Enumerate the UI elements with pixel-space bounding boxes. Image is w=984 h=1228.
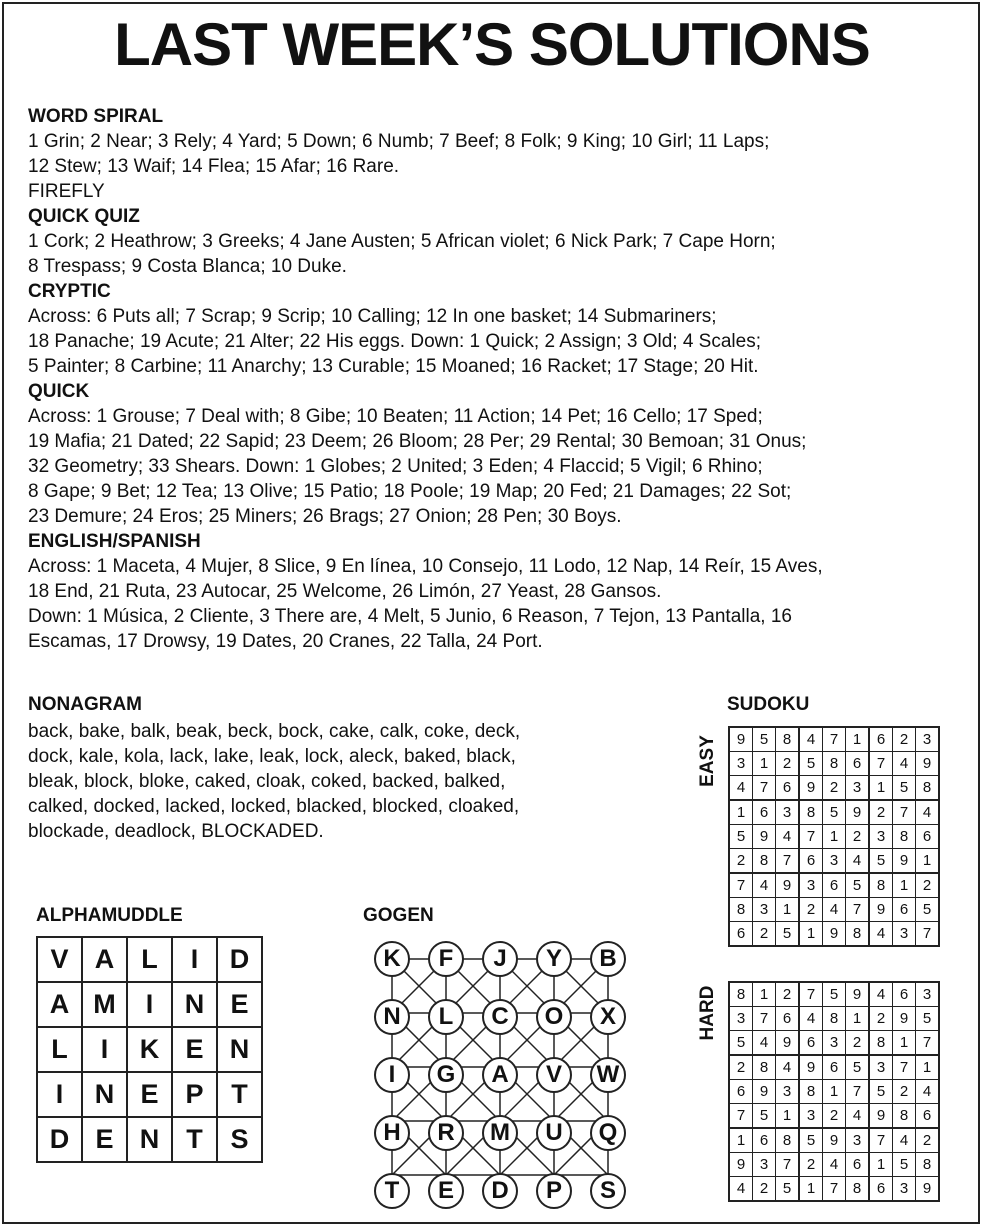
sudoku-cell: 8 (869, 1031, 893, 1056)
sudoku-row (729, 1031, 939, 1056)
alphamuddle-cell: T (217, 1072, 262, 1117)
alphamuddle-title: ALPHAMUDDLE (36, 905, 183, 926)
sudoku-cell: 4 (776, 1055, 800, 1080)
sudoku-cell: 3 (846, 776, 870, 801)
sudoku-cell: 9 (753, 1080, 776, 1104)
sudoku-cell: 5 (893, 1153, 916, 1177)
sudoku-cell: 2 (799, 898, 823, 922)
sudoku-row (729, 1104, 939, 1129)
gogen-letter: J (482, 941, 518, 977)
sudoku-cell: 2 (799, 1153, 823, 1177)
sudoku-cell: 8 (846, 922, 870, 947)
sudoku-cell: 1 (753, 982, 776, 1007)
sudoku-cell: 7 (893, 1055, 916, 1080)
gogen-letter: K (374, 941, 410, 977)
alphamuddle-cell: N (127, 1117, 172, 1162)
sudoku-cell: 7 (916, 1031, 940, 1056)
sudoku-cell: 7 (753, 776, 776, 801)
sudoku-cell: 5 (823, 982, 846, 1007)
sudoku-cell: 3 (869, 825, 893, 849)
english-spanish-line: Down: 1 Música, 2 Cliente, 3 There are, 4 Melt, 5 Junio, 6 Reason, 7 Tejon, 13 Pantalla, 16 (28, 606, 792, 627)
sudoku-cell: 2 (893, 727, 916, 752)
sudoku-hard-label: HARD (697, 985, 718, 1041)
sudoku-cell: 2 (893, 1080, 916, 1104)
alphamuddle-cell: V (37, 937, 82, 982)
sudoku-cell: 4 (776, 825, 800, 849)
sudoku-cell: 6 (893, 982, 916, 1007)
sudoku-cell: 3 (776, 800, 800, 825)
sudoku-row (729, 898, 939, 922)
sudoku-row (729, 982, 939, 1007)
cryptic-line: Across: 6 Puts all; 7 Scrap; 9 Scrip; 10 Calling; 12 In one basket; 14 Submariners; (28, 306, 717, 327)
alphamuddle-row (37, 937, 262, 982)
sudoku-cell: 3 (823, 1031, 846, 1056)
english-spanish-section (28, 529, 968, 654)
word-spiral-line: FIREFLY (28, 181, 105, 202)
alphamuddle-cell: I (82, 1027, 127, 1072)
sudoku-cell: 3 (846, 1128, 870, 1153)
sudoku-row (729, 727, 939, 752)
gogen-grid (370, 937, 626, 1217)
sudoku-cell: 7 (753, 1007, 776, 1031)
sudoku-cell: 6 (799, 849, 823, 874)
word-spiral-section (28, 104, 968, 204)
sudoku-cell: 9 (776, 1031, 800, 1056)
sudoku-cell: 4 (869, 922, 893, 947)
quick-line: Across: 1 Grouse; 7 Deal with; 8 Gibe; 10 Beaten; 11 Action; 14 Pet; 16 Cello; 17 Sped; (28, 406, 763, 427)
sudoku-row (729, 1055, 939, 1080)
sudoku-cell: 9 (753, 825, 776, 849)
sudoku-cell: 5 (823, 800, 846, 825)
gogen-letter: D (482, 1173, 518, 1209)
sudoku-cell: 1 (869, 776, 893, 801)
sudoku-cell: 4 (846, 849, 870, 874)
sudoku-cell: 4 (823, 1153, 846, 1177)
gogen-letter: B (590, 941, 626, 977)
gogen-letter: F (428, 941, 464, 977)
nonagram-line: bleak, block, bloke, caked, cloak, coked, backed, balked, (28, 771, 506, 792)
sudoku-cell: 2 (869, 800, 893, 825)
sudoku-cell: 1 (893, 873, 916, 898)
page-title: LAST WEEK’S SOLUTIONS (114, 11, 870, 78)
sudoku-cell: 3 (729, 1007, 753, 1031)
gogen-title: GOGEN (363, 905, 434, 926)
cryptic-line: 5 Painter; 8 Carbine; 11 Anarchy; 13 Curable; 15 Moaned; 16 Racket; 17 Stage; 20 Hit. (28, 356, 759, 377)
alphamuddle-cell: E (172, 1027, 217, 1072)
sudoku-cell: 8 (753, 849, 776, 874)
quick-line: 23 Demure; 24 Eros; 25 Miners; 26 Brags; 27 Onion; 28 Pen; 30 Boys. (28, 506, 622, 527)
sudoku-cell: 1 (729, 800, 753, 825)
quick-section (28, 379, 968, 529)
sudoku-cell: 3 (799, 873, 823, 898)
sudoku-cell: 6 (729, 1080, 753, 1104)
sudoku-row (729, 825, 939, 849)
sudoku-row (729, 800, 939, 825)
sudoku-row (729, 1080, 939, 1104)
sudoku-cell: 5 (869, 1080, 893, 1104)
alphamuddle-cell: D (217, 937, 262, 982)
sudoku-cell: 4 (753, 1031, 776, 1056)
gogen-letter: I (374, 1057, 410, 1093)
word-spiral-title: WORD SPIRAL (28, 106, 164, 127)
sudoku-cell: 1 (869, 1153, 893, 1177)
sudoku-hard-grid (728, 981, 940, 1202)
nonagram-words (28, 719, 638, 844)
sudoku-cell: 2 (916, 1128, 940, 1153)
sudoku-cell: 2 (776, 752, 800, 776)
gogen-letter: S (590, 1173, 626, 1209)
sudoku-cell: 1 (799, 922, 823, 947)
quick-line: 32 Geometry; 33 Shears. Down: 1 Globes; 2 United; 3 Eden; 4 Flaccid; 5 Vigil; 6 Rhino; (28, 456, 763, 477)
sudoku-cell: 8 (893, 825, 916, 849)
alphamuddle-cell: K (127, 1027, 172, 1072)
sudoku-cell: 7 (823, 1177, 846, 1202)
sudoku-row (729, 849, 939, 874)
sudoku-cell: 2 (823, 1104, 846, 1129)
sudoku-cell: 6 (846, 1153, 870, 1177)
alphamuddle-cell: E (82, 1117, 127, 1162)
sudoku-cell: 3 (916, 982, 940, 1007)
sudoku-cell: 9 (729, 727, 753, 752)
sudoku-cell: 8 (823, 1007, 846, 1031)
sudoku-cell: 4 (916, 800, 940, 825)
sudoku-cell: 8 (916, 1153, 940, 1177)
quick-line: 19 Mafia; 21 Dated; 22 Sapid; 23 Deem; 26 Bloom; 28 Per; 29 Rental; 30 Bemoan; 31 Onus; (28, 431, 807, 452)
sudoku-row (729, 922, 939, 947)
gogen-letter: N (374, 999, 410, 1035)
sudoku-cell: 5 (776, 922, 800, 947)
sudoku-cell: 1 (916, 849, 940, 874)
alphamuddle-grid (36, 936, 263, 1163)
sudoku-cell: 1 (799, 1177, 823, 1202)
alphamuddle-cell: I (127, 982, 172, 1027)
sudoku-cell: 3 (893, 1177, 916, 1202)
alphamuddle-cell: L (127, 937, 172, 982)
sudoku-cell: 9 (799, 776, 823, 801)
gogen-letter: R (428, 1115, 464, 1151)
sudoku-cell: 1 (753, 752, 776, 776)
solutions-text (28, 104, 968, 654)
sudoku-cell: 6 (729, 922, 753, 947)
quick-quiz-line: 8 Trespass; 9 Costa Blanca; 10 Duke. (28, 256, 347, 277)
gogen-letter: C (482, 999, 518, 1035)
sudoku-cell: 2 (846, 1031, 870, 1056)
alphamuddle-cell: A (37, 982, 82, 1027)
sudoku-cell: 3 (823, 849, 846, 874)
nonagram-line: dock, kale, kola, lack, lake, leak, lock, aleck, baked, black, (28, 746, 516, 767)
sudoku-row (729, 1007, 939, 1031)
sudoku-cell: 4 (893, 752, 916, 776)
sudoku-cell: 2 (776, 982, 800, 1007)
alphamuddle-row (37, 1117, 262, 1162)
sudoku-cell: 9 (869, 898, 893, 922)
sudoku-cell: 9 (869, 1104, 893, 1129)
sudoku-cell: 5 (753, 727, 776, 752)
sudoku-cell: 4 (893, 1128, 916, 1153)
sudoku-cell: 2 (846, 825, 870, 849)
sudoku-row (729, 1153, 939, 1177)
nonagram-line: blockade, deadlock, BLOCKADED. (28, 821, 324, 842)
sudoku-cell: 5 (846, 873, 870, 898)
sudoku-cell: 6 (916, 825, 940, 849)
alphamuddle-cell: S (217, 1117, 262, 1162)
sudoku-cell: 5 (916, 1007, 940, 1031)
sudoku-cell: 4 (799, 727, 823, 752)
alphamuddle-cell: A (82, 937, 127, 982)
sudoku-cell: 6 (799, 1031, 823, 1056)
gogen-letter: W (590, 1057, 626, 1093)
sudoku-cell: 5 (729, 825, 753, 849)
sudoku-cell: 6 (823, 873, 846, 898)
sudoku-cell: 4 (916, 1080, 940, 1104)
sudoku-cell: 1 (846, 727, 870, 752)
alphamuddle-cell: L (37, 1027, 82, 1072)
sudoku-cell: 6 (823, 1055, 846, 1080)
sudoku-cell: 6 (869, 727, 893, 752)
alphamuddle-cell: M (82, 982, 127, 1027)
alphamuddle-row (37, 1027, 262, 1072)
sudoku-cell: 9 (776, 873, 800, 898)
quick-quiz-title: QUICK QUIZ (28, 206, 140, 227)
sudoku-cell: 9 (846, 982, 870, 1007)
gogen-letter: P (536, 1173, 572, 1209)
quick-title: QUICK (28, 381, 90, 402)
sudoku-cell: 7 (846, 1080, 870, 1104)
nonagram-line: back, bake, balk, beak, beck, bock, cake, calk, coke, deck, (28, 721, 521, 742)
sudoku-cell: 7 (869, 1128, 893, 1153)
sudoku-cell: 7 (799, 982, 823, 1007)
sudoku-cell: 5 (776, 1177, 800, 1202)
sudoku-cell: 7 (729, 1104, 753, 1129)
gogen-letter: V (536, 1057, 572, 1093)
sudoku-cell: 5 (729, 1031, 753, 1056)
sudoku-cell: 7 (916, 922, 940, 947)
sudoku-cell: 5 (799, 1128, 823, 1153)
alphamuddle-row (37, 982, 262, 1027)
sudoku-cell: 8 (776, 1128, 800, 1153)
sudoku-cell: 3 (893, 922, 916, 947)
sudoku-cell: 4 (799, 1007, 823, 1031)
sudoku-cell: 8 (729, 982, 753, 1007)
word-spiral-line: 1 Grin; 2 Near; 3 Rely; 4 Yard; 5 Down; 6 Numb; 7 Beef; 8 Folk; 9 King; 10 Girl; 11 Laps; (28, 131, 770, 152)
sudoku-cell: 7 (893, 800, 916, 825)
sudoku-cell: 3 (916, 727, 940, 752)
english-spanish-title: ENGLISH/SPANISH (28, 531, 201, 552)
sudoku-cell: 3 (799, 1104, 823, 1129)
cryptic-line: 18 Panache; 19 Acute; 21 Alter; 22 His eggs. Down: 1 Quick; 2 Assign; 3 Old; 4 Scales; (28, 331, 761, 352)
sudoku-cell: 4 (823, 898, 846, 922)
sudoku-cell: 6 (776, 1007, 800, 1031)
sudoku-row (729, 776, 939, 801)
gogen-letter: Q (590, 1115, 626, 1151)
sudoku-cell: 6 (753, 1128, 776, 1153)
sudoku-cell: 7 (869, 752, 893, 776)
sudoku-cell: 8 (776, 727, 800, 752)
sudoku-easy-grid (728, 726, 940, 947)
sudoku-cell: 4 (869, 982, 893, 1007)
sudoku-cell: 2 (753, 922, 776, 947)
alphamuddle-cell: P (172, 1072, 217, 1117)
sudoku-cell: 8 (823, 752, 846, 776)
alphamuddle-cell: N (217, 1027, 262, 1072)
sudoku-cell: 8 (893, 1104, 916, 1129)
sudoku-cell: 4 (753, 873, 776, 898)
sudoku-cell: 5 (799, 752, 823, 776)
sudoku-cell: 6 (893, 898, 916, 922)
sudoku-cell: 3 (776, 1080, 800, 1104)
quick-quiz-section (28, 204, 968, 279)
sudoku-cell: 9 (799, 1055, 823, 1080)
sudoku-cell: 8 (916, 776, 940, 801)
sudoku-cell: 8 (729, 898, 753, 922)
word-spiral-line: 12 Stew; 13 Waif; 14 Flea; 15 Afar; 16 Rare. (28, 156, 400, 177)
english-spanish-line: Across: 1 Maceta, 4 Mujer, 8 Slice, 9 En línea, 10 Consejo, 11 Lodo, 12 Nap, 14 Reír, 15 Aves, (28, 556, 823, 577)
gogen-letter: O (536, 999, 572, 1035)
english-spanish-line: 18 End, 21 Ruta, 23 Autocar, 25 Welcome, 26 Limón, 27 Yeast, 28 Gansos. (28, 581, 662, 602)
cryptic-title: CRYPTIC (28, 281, 111, 302)
sudoku-cell: 3 (869, 1055, 893, 1080)
sudoku-cell: 9 (916, 752, 940, 776)
sudoku-cell: 4 (729, 776, 753, 801)
sudoku-cell: 7 (776, 1153, 800, 1177)
sudoku-cell: 7 (729, 873, 753, 898)
sudoku-cell: 3 (753, 1153, 776, 1177)
sudoku-cell: 1 (893, 1031, 916, 1056)
sudoku-cell: 9 (893, 1007, 916, 1031)
sudoku-cell: 2 (729, 849, 753, 874)
sudoku-cell: 1 (823, 825, 846, 849)
alphamuddle-cell: E (127, 1072, 172, 1117)
sudoku-cell: 1 (916, 1055, 940, 1080)
sudoku-row (729, 1128, 939, 1153)
sudoku-cell: 7 (776, 849, 800, 874)
nonagram-title: NONAGRAM (28, 694, 142, 715)
gogen-letter: L (428, 999, 464, 1035)
sudoku-cell: 1 (823, 1080, 846, 1104)
alphamuddle-cell: I (37, 1072, 82, 1117)
sudoku-cell: 2 (869, 1007, 893, 1031)
sudoku-row (729, 1177, 939, 1202)
sudoku-row (729, 873, 939, 898)
sudoku-cell: 1 (846, 1007, 870, 1031)
sudoku-cell: 6 (776, 776, 800, 801)
gogen-letter: X (590, 999, 626, 1035)
sudoku-cell: 5 (869, 849, 893, 874)
sudoku-cell: 6 (753, 800, 776, 825)
alphamuddle-row (37, 1072, 262, 1117)
sudoku-cell: 3 (753, 898, 776, 922)
alphamuddle-cell: I (172, 937, 217, 982)
sudoku-easy-label: EASY (697, 735, 718, 787)
sudoku-cell: 9 (823, 1128, 846, 1153)
sudoku-cell: 1 (776, 898, 800, 922)
sudoku-cell: 8 (753, 1055, 776, 1080)
sudoku-cell: 8 (846, 1177, 870, 1202)
sudoku-cell: 6 (846, 752, 870, 776)
alphamuddle-cell: N (82, 1072, 127, 1117)
sudoku-cell: 6 (869, 1177, 893, 1202)
alphamuddle-cell: D (37, 1117, 82, 1162)
sudoku-cell: 9 (893, 849, 916, 874)
sudoku-cell: 9 (846, 800, 870, 825)
sudoku-cell: 2 (753, 1177, 776, 1202)
gogen-letter: E (428, 1173, 464, 1209)
gogen-letter: U (536, 1115, 572, 1151)
sudoku-cell: 2 (729, 1055, 753, 1080)
sudoku-cell: 1 (776, 1104, 800, 1129)
sudoku-cell: 5 (893, 776, 916, 801)
sudoku-cell: 9 (729, 1153, 753, 1177)
sudoku-cell: 2 (916, 873, 940, 898)
sudoku-cell: 7 (823, 727, 846, 752)
nonagram-line: calked, docked, lacked, locked, blacked, blocked, cloaked, (28, 796, 520, 817)
sudoku-title: SUDOKU (727, 694, 810, 715)
alphamuddle-cell: E (217, 982, 262, 1027)
sudoku-cell: 8 (869, 873, 893, 898)
sudoku-cell: 4 (846, 1104, 870, 1129)
alphamuddle-cell: T (172, 1117, 217, 1162)
sudoku-cell: 5 (916, 898, 940, 922)
sudoku-cell: 7 (799, 825, 823, 849)
quick-line: 8 Gape; 9 Bet; 12 Tea; 13 Olive; 15 Patio; 18 Poole; 19 Map; 20 Fed; 21 Damages; 22 Sot; (28, 481, 792, 502)
sudoku-cell: 4 (729, 1177, 753, 1202)
sudoku-cell: 6 (916, 1104, 940, 1129)
sudoku-cell: 5 (846, 1055, 870, 1080)
english-spanish-line: Escamas, 17 Drowsy, 19 Dates, 20 Cranes, 22 Talla, 24 Port. (28, 631, 543, 652)
sudoku-cell: 1 (729, 1128, 753, 1153)
sudoku-cell: 9 (823, 922, 846, 947)
sudoku-cell: 3 (729, 752, 753, 776)
quick-quiz-line: 1 Cork; 2 Heathrow; 3 Greeks; 4 Jane Austen; 5 African violet; 6 Nick Park; 7 Cape Horn; (28, 231, 776, 252)
alphamuddle-cell: N (172, 982, 217, 1027)
gogen-letter: H (374, 1115, 410, 1151)
sudoku-row (729, 752, 939, 776)
gogen-letter: Y (536, 941, 572, 977)
sudoku-cell: 7 (846, 898, 870, 922)
sudoku-cell: 8 (799, 1080, 823, 1104)
sudoku-cell: 2 (823, 776, 846, 801)
cryptic-section (28, 279, 968, 379)
gogen-letter: G (428, 1057, 464, 1093)
sudoku-cell: 5 (753, 1104, 776, 1129)
sudoku-cell: 9 (916, 1177, 940, 1202)
sudoku-cell: 8 (799, 800, 823, 825)
gogen-letter: T (374, 1173, 410, 1209)
gogen-letter: A (482, 1057, 518, 1093)
gogen-letter: M (482, 1115, 518, 1151)
